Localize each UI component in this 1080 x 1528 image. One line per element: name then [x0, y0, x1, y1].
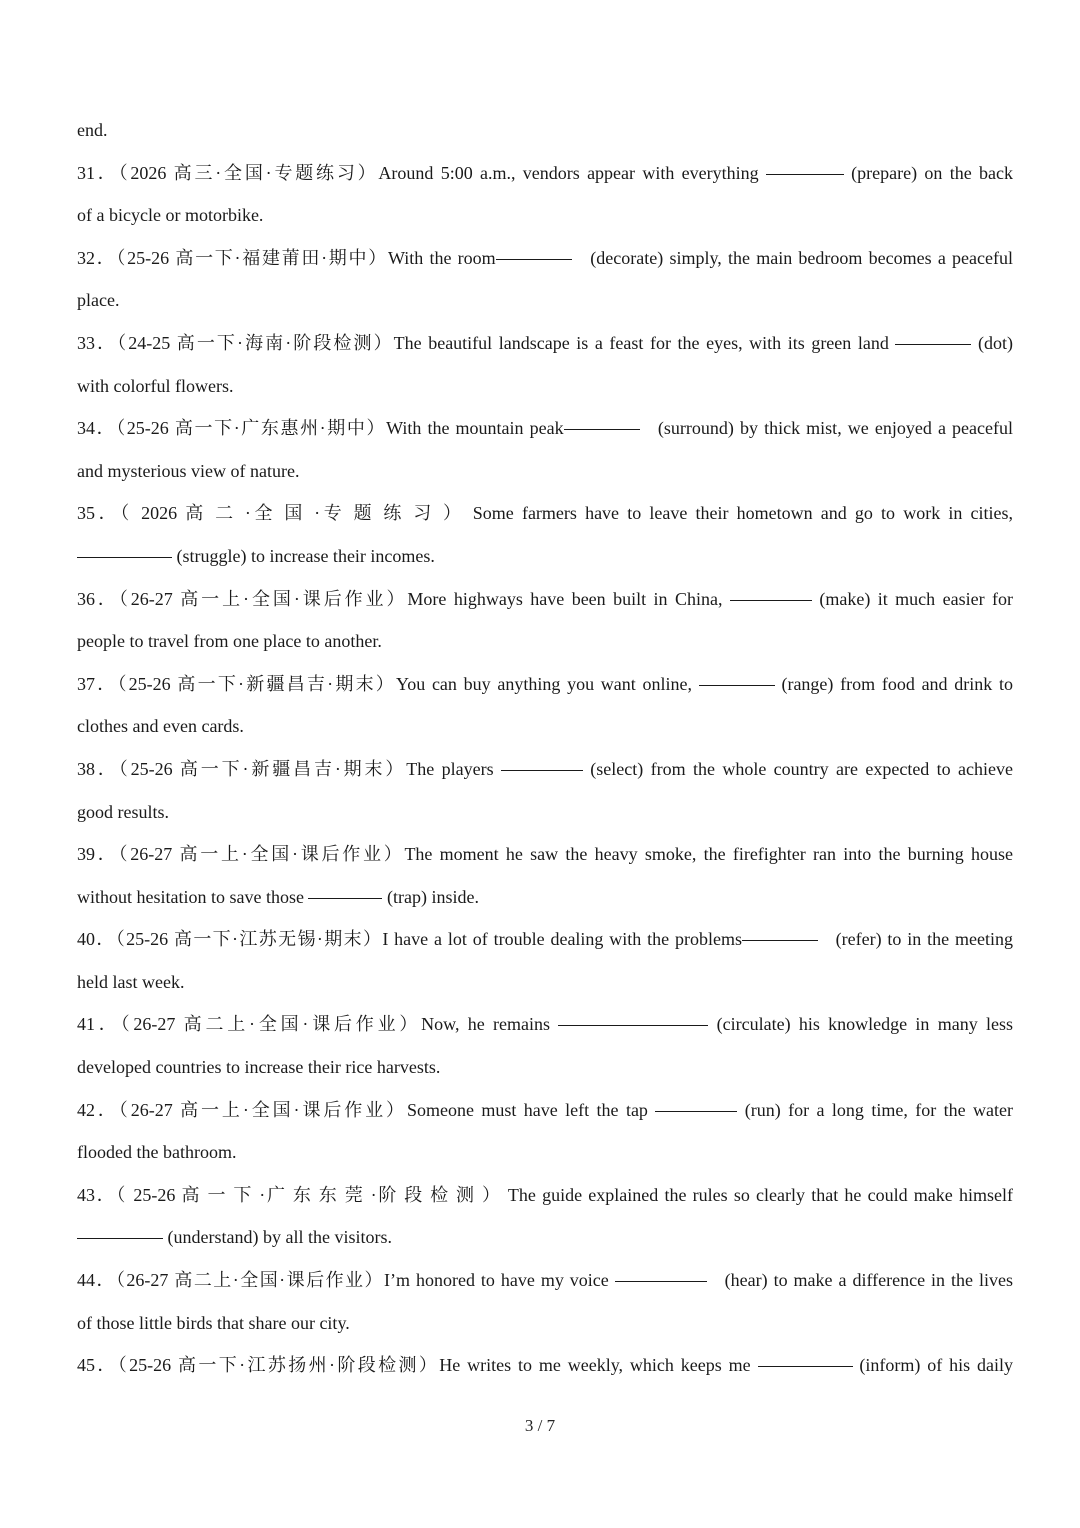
answer-blank[interactable]	[501, 769, 583, 771]
text-line	[77, 152, 1013, 195]
text-line	[77, 578, 1013, 621]
text-line	[77, 791, 1013, 834]
line-text: (struggle) to increase their incomes.	[172, 545, 435, 566]
exercise-list	[77, 109, 1013, 1387]
line-text: without hesitation to save those	[77, 886, 309, 907]
line-text: place.	[77, 290, 120, 311]
text-line	[77, 1216, 1013, 1259]
line-text: 31．（2026 高三·全国·专题练习）Around 5:00 a.m., vendors appear with everything	[77, 162, 766, 183]
text-line	[77, 748, 1013, 791]
answer-blank[interactable]	[758, 1365, 853, 1367]
text-line	[77, 663, 1013, 706]
line-text: (understand) by all the visitors.	[163, 1227, 392, 1248]
answer-blank[interactable]	[77, 1237, 163, 1239]
line-text: 36．（26-27 高一上·全国·课后作业）More highways have been built in China,	[77, 588, 730, 609]
line-text: 44．（26-27 高二上·全国·课后作业）I’m honored to have my voice	[77, 1270, 615, 1291]
text-line	[77, 279, 1013, 322]
line-text: 32．（25-26 高一下·福建莆田·期中）With the room	[77, 247, 496, 268]
answer-blank[interactable]	[895, 343, 971, 345]
text-line	[77, 833, 1013, 876]
line-text: (select) from the whole country are expected to achieve	[582, 758, 1013, 779]
text-line	[77, 322, 1013, 365]
line-text: (surround) by thick mist, we enjoyed a peaceful	[639, 418, 1013, 439]
answer-blank[interactable]	[655, 1110, 737, 1112]
line-text: of those little birds that share our city.	[77, 1312, 350, 1333]
line-text: 34．（25-26 高一下·广东惠州·期中）With the mountain peak	[77, 418, 564, 439]
line-text: with colorful flowers.	[77, 375, 234, 396]
text-line	[77, 1003, 1013, 1046]
text-line	[77, 620, 1013, 663]
line-text: (decorate) simply, the main bedroom becomes a peaceful	[571, 247, 1013, 268]
line-text: developed countries to increase their rice harvests.	[77, 1057, 441, 1078]
text-line	[77, 705, 1013, 748]
text-line	[77, 194, 1013, 237]
text-line	[77, 1302, 1013, 1345]
answer-blank[interactable]	[742, 939, 818, 941]
text-line	[77, 1174, 1013, 1217]
line-text: (trap) inside.	[382, 886, 479, 907]
line-text: (run) for a long time, for the water	[737, 1099, 1013, 1120]
line-text: flooded the bathroom.	[77, 1142, 237, 1163]
text-line	[77, 492, 1013, 535]
line-text: (dot)	[971, 332, 1013, 353]
line-text: 40．（25-26 高一下·江苏无锡·期末）I have a lot of trouble dealing with the problems	[77, 929, 743, 950]
page-number: 3 / 7	[524, 1416, 556, 1435]
answer-blank[interactable]	[77, 556, 172, 558]
line-text: (inform) of his daily	[852, 1355, 1013, 1376]
line-text: (circulate) his knowledge in many less	[708, 1014, 1013, 1035]
line-text: 37．（25-26 高一下·新疆昌吉·期末）You can buy anything you want online,	[77, 673, 699, 694]
line-text: (refer) to in the meeting	[818, 929, 1013, 950]
line-text: people to travel from one place to another.	[77, 631, 382, 652]
text-line	[77, 1131, 1013, 1174]
answer-blank[interactable]	[564, 428, 640, 430]
line-text: (range) from food and drink to	[774, 673, 1013, 694]
answer-blank[interactable]	[615, 1280, 707, 1282]
line-text: and mysterious view of nature.	[77, 460, 300, 481]
text-line	[77, 407, 1013, 450]
text-line	[77, 1344, 1013, 1387]
answer-blank[interactable]	[766, 173, 844, 175]
line-text: 43．（ 25-26 高 一 下 ·广 东 东 莞 ·阶 段 检 测 ） The guide explained the rules so clearly that he could make himself	[77, 1184, 1013, 1205]
line-text: 38．（25-26 高一下·新疆昌吉·期末）The players	[77, 758, 501, 779]
text-line	[77, 109, 1013, 152]
line-text: clothes and even cards.	[77, 716, 244, 737]
text-line	[77, 1046, 1013, 1089]
answer-blank[interactable]	[730, 599, 812, 601]
line-text: (make) it much easier for	[811, 588, 1013, 609]
line-text: (hear) to make a difference in the lives	[706, 1270, 1013, 1291]
line-text: 35．（ 2026 高 二 ·全 国 ·专 题 练 习 ） Some farmers have to leave their hometown and go to work in cities,	[77, 503, 1013, 524]
text-line	[77, 876, 1013, 919]
text-line	[77, 1089, 1013, 1132]
answer-blank[interactable]	[496, 258, 572, 260]
text-line	[77, 535, 1013, 578]
text-line	[77, 237, 1013, 280]
line-text: 33．（24-25 高一下·海南·阶段检测）The beautiful landscape is a feast for the eyes, with its green land	[77, 332, 896, 353]
line-text: good results.	[77, 801, 169, 822]
line-text: end.	[77, 120, 108, 140]
answer-blank[interactable]	[699, 684, 775, 686]
line-text: held last week.	[77, 971, 185, 992]
line-text: (prepare) on the back	[843, 162, 1013, 183]
line-text: 45．（25-26 高一下·江苏扬州·阶段检测）He writes to me weekly, which keeps me	[77, 1355, 758, 1376]
line-text: 39．（26-27 高一上·全国·课后作业）The moment he saw the heavy smoke, the firefighter ran into the burning house	[77, 844, 1013, 865]
text-line	[77, 1259, 1013, 1302]
answer-blank[interactable]	[558, 1024, 708, 1026]
text-line	[77, 918, 1013, 961]
text-line	[77, 961, 1013, 1004]
text-line	[77, 365, 1013, 408]
line-text: of a bicycle or motorbike.	[77, 205, 264, 226]
text-line	[77, 450, 1013, 493]
line-text: 41．（26-27 高二上·全国·课后作业）Now, he remains	[77, 1014, 559, 1035]
line-text: 42．（26-27 高一上·全国·课后作业）Someone must have left the tap	[77, 1099, 656, 1120]
answer-blank[interactable]	[308, 897, 382, 899]
